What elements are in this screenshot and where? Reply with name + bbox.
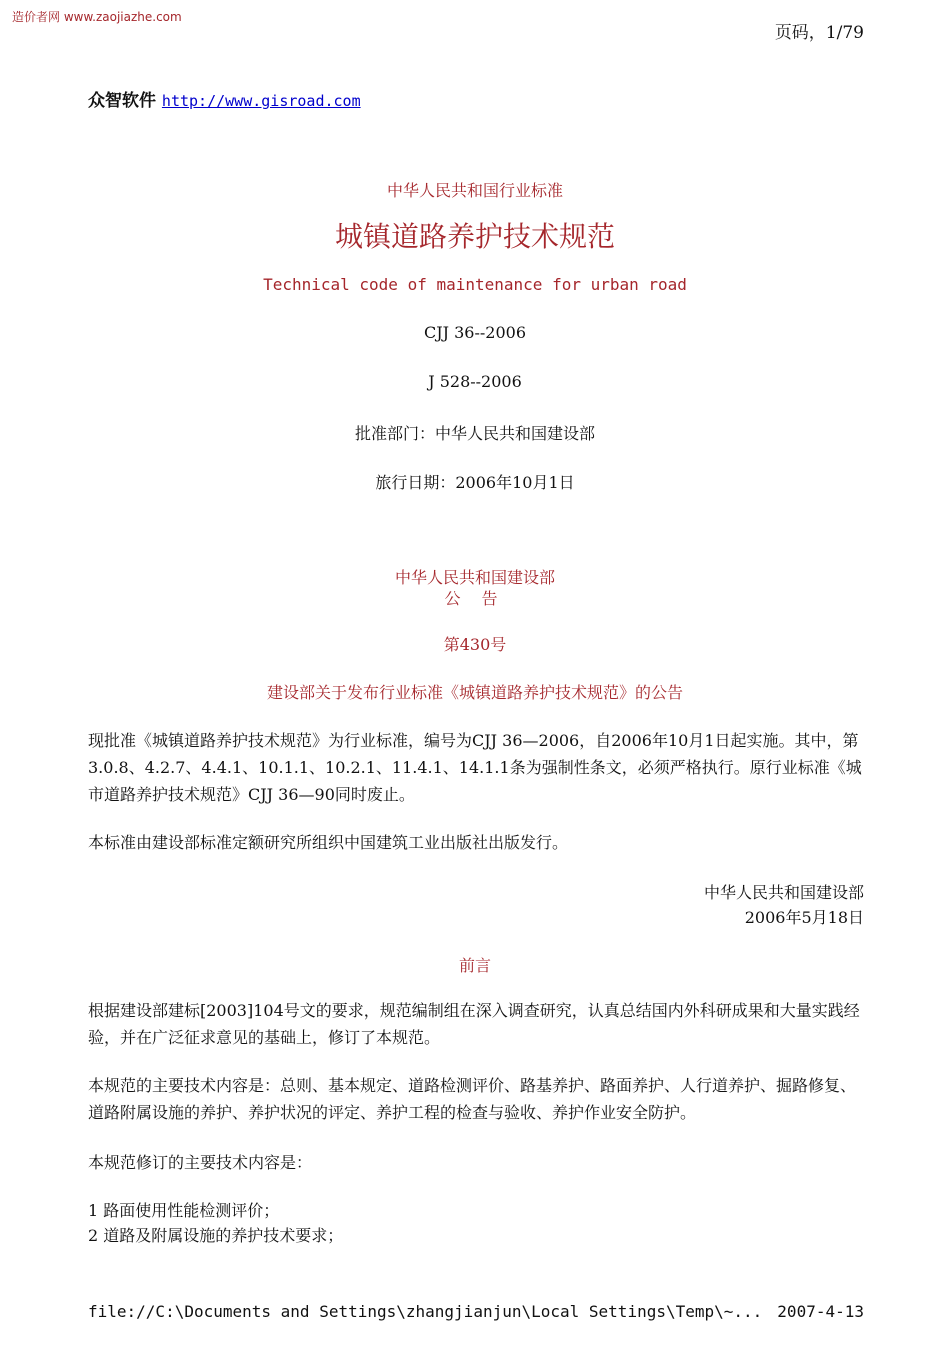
effective-date: 旅行日期：2006年10月1日 [375, 473, 575, 492]
approving-dept: 批准部门：中华人民共和国建设部 [354, 424, 595, 443]
announcement-number: 第430号 [443, 635, 507, 654]
page-number: 页码，1/79 [774, 23, 864, 43]
brand-link[interactable]: http://www.gisroad.com [161, 92, 361, 110]
list-item: 1 路面使用性能检测评价； [88, 1201, 280, 1220]
document-title: 城镇道路养护技术规范 [334, 220, 615, 253]
standard-subtitle: 中华人民共和国行业标准 [386, 181, 563, 200]
announcement-paragraph-1: 现批准《城镇道路养护技术规范》为行业标准，编号为CJJ 36—2006，自2006年10月1日起实施。其中，第3.0.8、4.2.7、4.4.1、10.1.1、10.2.1、11.4.1、14.1.1条为强制性条文，必须严格执行。原行业标准《城市道路养护技术规范》CJJ 36—90同时废止。 [88, 731, 862, 804]
announcement-paragraph-2: 本标准由建设部标准定额研究所组织中国建筑工业出版社出版发行。 [88, 833, 569, 852]
document-title-en: Technical code of maintenance for urban road [263, 275, 687, 294]
signature-date: 2006年5月18日 [744, 908, 864, 927]
record-code: J 528--2006 [428, 372, 522, 391]
announcement-issuer: 中华人民共和国建设部 [394, 568, 555, 587]
brand-name: 众智软件 [88, 91, 156, 111]
footer-file-path: file://C:\Documents and Settings\zhangjianjun\Local Settings\Temp\~... [88, 1302, 763, 1321]
announcement-heading: 建设部关于发布行业标准《城镇道路养护技术规范》的公告 [266, 683, 683, 702]
standard-code: CJJ 36--2006 [423, 323, 527, 342]
list-item: 2 道路及附属设施的养护技术要求； [88, 1226, 344, 1245]
preface-paragraph-1: 根据建设部建标[2003]104号文的要求，规范编制组在深入调查研究，认真总结国内外科研成果和大量实践经验，并在广泛征求意见的基础上，修订了本规范。 [88, 1001, 860, 1047]
announcement-label: 公 告 [444, 589, 506, 608]
footer-date: 2007-4-13 [777, 1302, 864, 1321]
preface-heading: 前言 [458, 956, 491, 975]
watermark-text: 造价者网 www.zaojiazhe.com [12, 10, 182, 24]
signature-org: 中华人民共和国建设部 [703, 883, 864, 902]
brand-line [88, 86, 361, 111]
revision-list [88, 1198, 343, 1248]
preface-paragraph-3: 本规范修订的主要技术内容是： [88, 1153, 313, 1172]
preface-paragraph-2: 本规范的主要技术内容是：总则、基本规定、道路检测评价、路基养护、路面养护、人行道养护、掘路修复、道路附属设施的养护、养护状况的评定、养护工程的检查与验收、养护作业安全防护。 [88, 1076, 857, 1122]
